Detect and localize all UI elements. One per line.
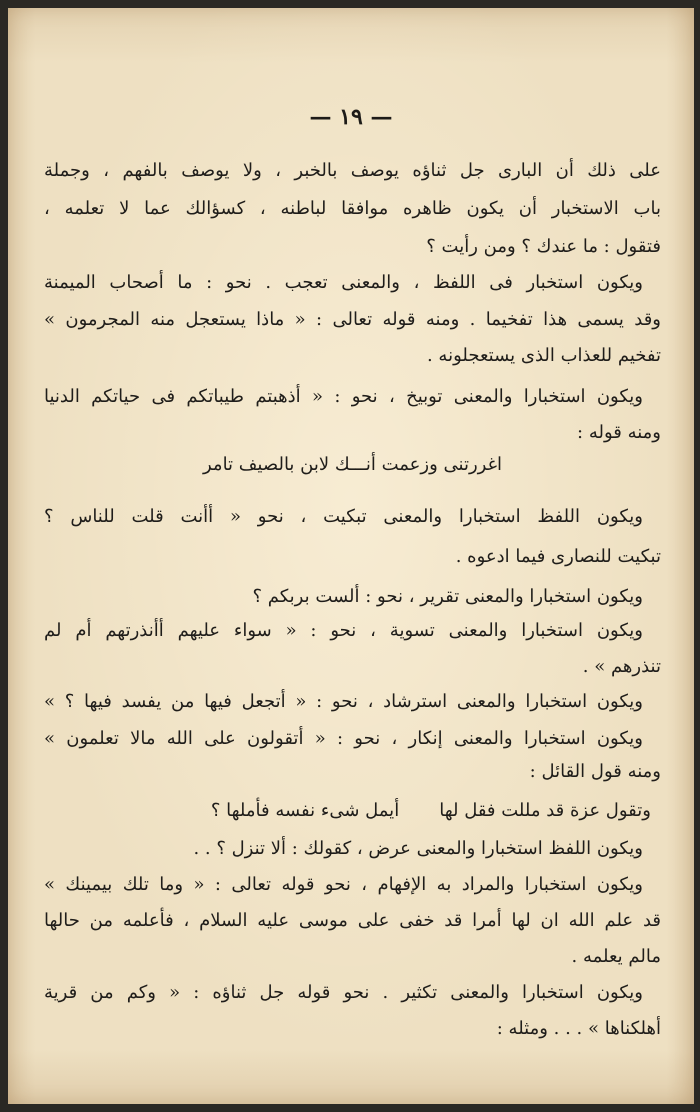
text-line: ومنه قول القائل : (529, 761, 661, 782)
verse-second-hemistich: أيمل شىء نفسه فأملها ؟ (210, 800, 400, 821)
text-line: أهلكناها » . . . ومثله : (496, 1018, 661, 1039)
text-line: تفخيم للعذاب الذى يستعجلونه . (426, 345, 661, 366)
text-line: تبكيت للنصارى فيما ادعوه . (455, 546, 661, 567)
text-line: ويكون استخبارا والمعنى استرشاد ، نحو : « أتجعل فيها من يفسد فيها ؟ » (44, 691, 643, 712)
verse-line: اغررتنى وزعمت أنـــك لابن بالصيف تامر (203, 454, 502, 475)
text-line: ويكون استخبارا والمراد به الإفهام ، نحو قوله تعالى : « وما تلك بيمينك » (44, 874, 643, 895)
text-line: فتقول : ما عندك ؟ ومن رأيت ؟ (426, 236, 661, 257)
text-line: ويكون اللفظ استخبارا والمعنى عرض ، كقولك : ألا تنزل ؟ . . (193, 838, 643, 859)
text-line: قد علم الله ان لها أمرا قد خفى على موسى عليه السلام ، فأعلمه من حالها (44, 910, 661, 931)
verse-line (44, 796, 661, 826)
text-line: تنذرهم » . (582, 656, 661, 677)
text-line: ومنه قوله : (577, 422, 661, 443)
text-line: ويكون استخبار فى اللفظ ، والمعنى تعجب . نحو : ما أصحاب الميمنة (44, 272, 643, 293)
text-line: ويكون استخبارا والمعنى تقرير ، نحو : ألست بربكم ؟ (252, 586, 643, 607)
text-line: ويكون استخبارا والمعنى تكثير . نحو قوله جل ثناؤه : « وكم من قرية (44, 982, 643, 1003)
text-line: باب الاستخبار أن يكون ظاهره موافقا لباطنه ، كسؤالك عما لا تعلمه ، (44, 198, 661, 219)
text-line: ويكون اللفظ استخبارا والمعنى تبكيت ، نحو « أأنت قلت للناس ؟ (44, 506, 643, 527)
page-number: — ١٩ — (309, 104, 393, 130)
text-line: مالم يعلمه . (571, 946, 661, 967)
text-line: وقد يسمى هذا تفخيما . ومنه قوله تعالى : « ماذا يستعجل منه المجرمون » (44, 309, 661, 330)
text-line: ويكون استخبارا والمعنى إنكار ، نحو : « أتقولون على الله مالا تعلمون » (44, 728, 643, 749)
verse-first-hemistich: وتقول عزة قد مللت فقل لها (439, 800, 651, 821)
text-line: ويكون استخبارا والمعنى تسوية ، نحو : « سواء عليهم أأنذرتهم أم لم (44, 620, 643, 641)
text-line: ويكون استخبارا والمعنى توبيخ ، نحو : « أذهبتم طيباتكم فى حياتكم الدنيا (44, 386, 643, 407)
book-page (8, 8, 694, 1104)
text-line: على ذلك أن البارى جل ثناؤه يوصف بالخبر ، ولا يوصف بالفهم ، وجملة (44, 160, 661, 181)
